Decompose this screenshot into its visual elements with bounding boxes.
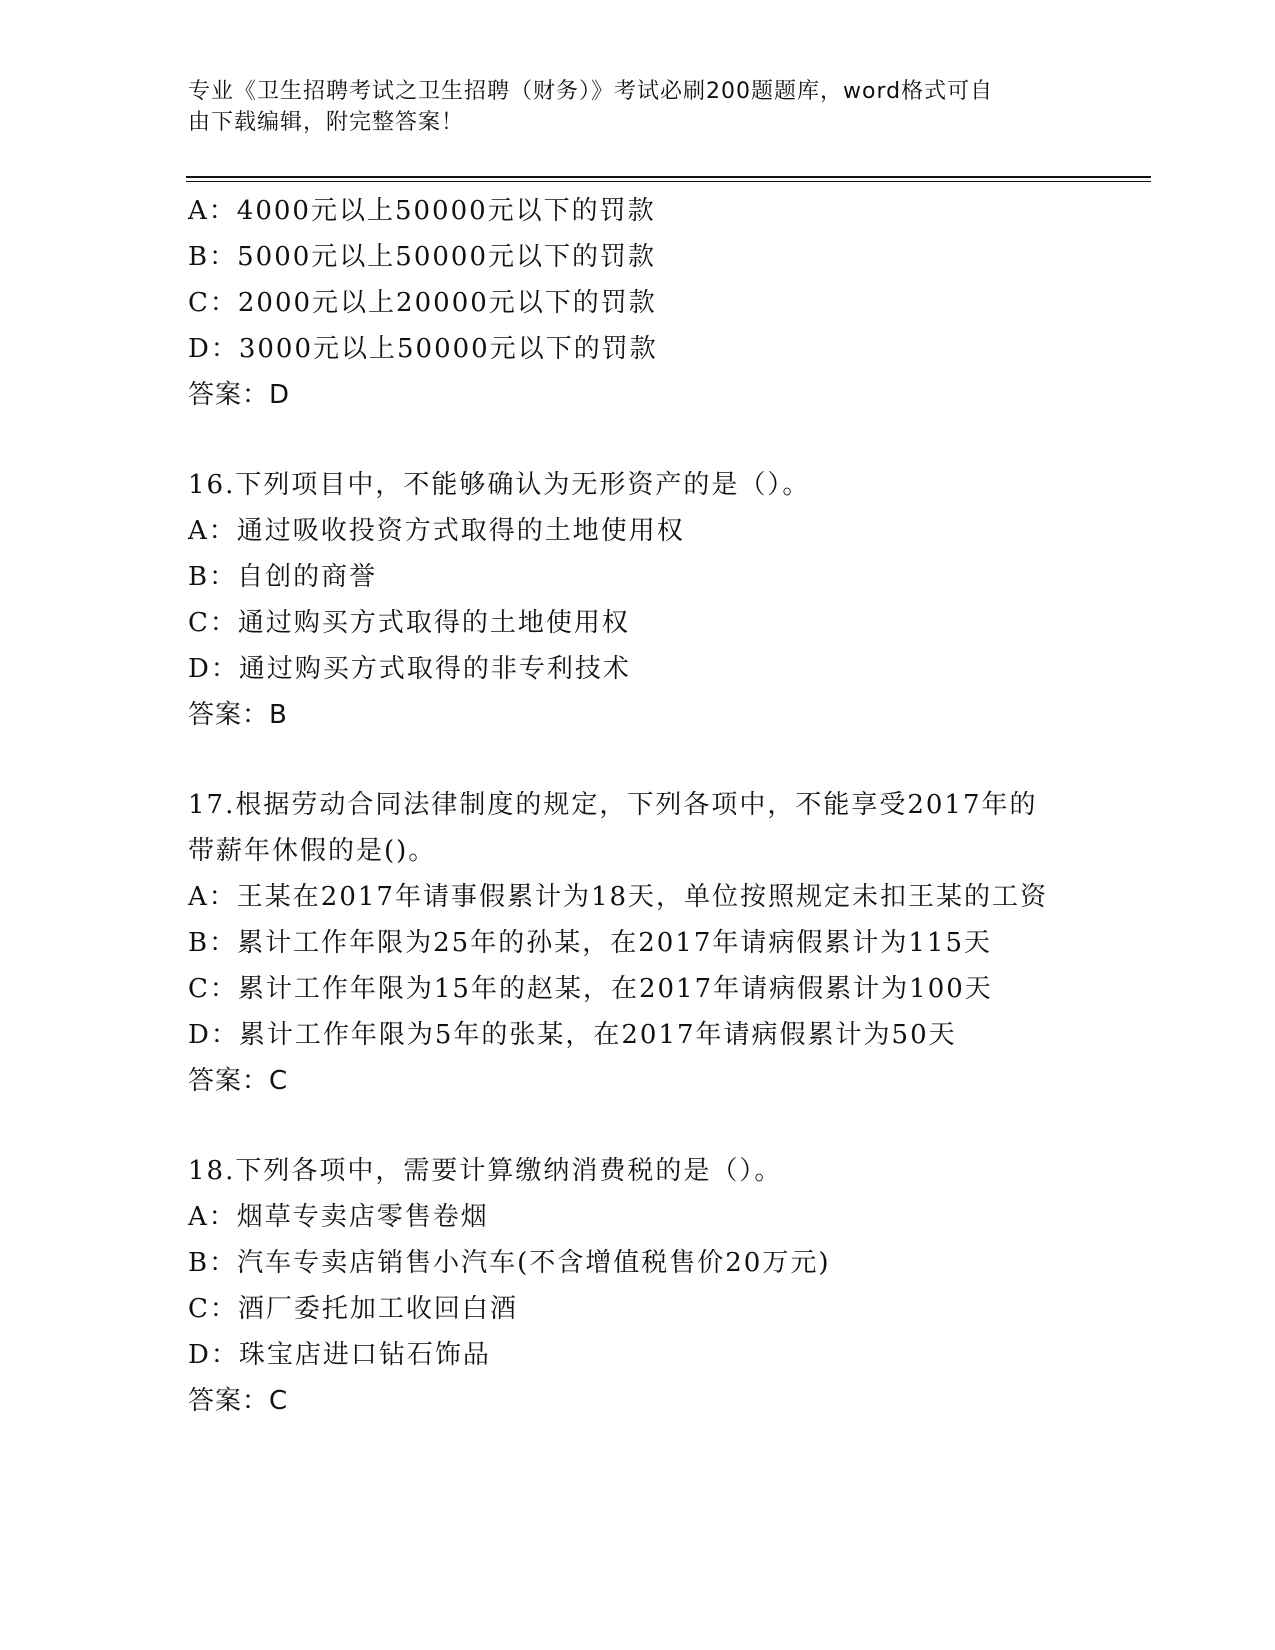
q18-option-d: D：珠宝店进口钻石饰品 — [188, 1340, 491, 1370]
q17-answer: 答案：C — [188, 1066, 289, 1096]
header-line-1: 专业《卫生招聘考试之卫生招聘（财务）》考试必刷200题题库，word格式可自 — [188, 79, 994, 104]
document-header — [188, 76, 1088, 138]
q17-option-d: D：累计工作年限为5年的张某，在2017年请病假累计为50天 — [188, 1020, 957, 1050]
question-16-block — [188, 462, 1088, 738]
q16-option-d: D：通过购买方式取得的非专利技术 — [188, 654, 631, 684]
q15-option-d: D：3000元以上50000元以下的罚款 — [188, 334, 658, 364]
q15-option-b: B：5000元以上50000元以下的罚款 — [188, 242, 656, 272]
q15-option-a: A：4000元以上50000元以下的罚款 — [188, 196, 656, 226]
spacer — [188, 418, 1088, 462]
q18-option-c: C：酒厂委托加工收回白酒 — [188, 1294, 518, 1324]
question-list — [188, 188, 1088, 1424]
q15-answer: 答案：D — [188, 380, 291, 410]
q17-option-c: C：累计工作年限为15年的赵某，在2017年请病假累计为100天 — [188, 974, 993, 1004]
header-rule-thin — [186, 181, 1151, 182]
q18-option-b: B：汽车专卖店销售小汽车(不含增值税售价20万元) — [188, 1248, 831, 1278]
q16-option-a: A：通过吸收投资方式取得的土地使用权 — [188, 516, 685, 546]
q17-question-line-1: 17.根据劳动合同法律制度的规定，下列各项中，不能享受2017年的 — [188, 790, 1038, 820]
question-15-block — [188, 188, 1088, 418]
header-rule-thick — [186, 176, 1151, 178]
question-18-block — [188, 1148, 1088, 1424]
q16-question: 16.下列项目中，不能够确认为无形资产的是（）。 — [188, 470, 811, 500]
q15-option-c: C：2000元以上20000元以下的罚款 — [188, 288, 657, 318]
spacer — [188, 738, 1088, 782]
q18-answer: 答案：C — [188, 1386, 289, 1416]
q18-question: 18.下列各项中，需要计算缴纳消费税的是（）。 — [188, 1156, 783, 1186]
q17-option-b: B：累计工作年限为25年的孙某，在2017年请病假累计为115天 — [188, 928, 992, 958]
question-17-block — [188, 782, 1088, 1104]
header-line-2: 由下载编辑，附完整答案！ — [188, 110, 465, 135]
q16-option-c: C：通过购买方式取得的土地使用权 — [188, 608, 630, 638]
q17-question-line-2: 带薪年休假的是()。 — [188, 836, 437, 866]
spacer — [188, 1104, 1088, 1148]
q16-option-b: B：自创的商誉 — [188, 562, 378, 592]
q16-answer: 答案：B — [188, 700, 288, 730]
q17-option-a: A：王某在2017年请事假累计为18天，单位按照规定未扣王某的工资 — [188, 882, 1049, 912]
q18-option-a: A：烟草专卖店零售卷烟 — [188, 1202, 489, 1232]
